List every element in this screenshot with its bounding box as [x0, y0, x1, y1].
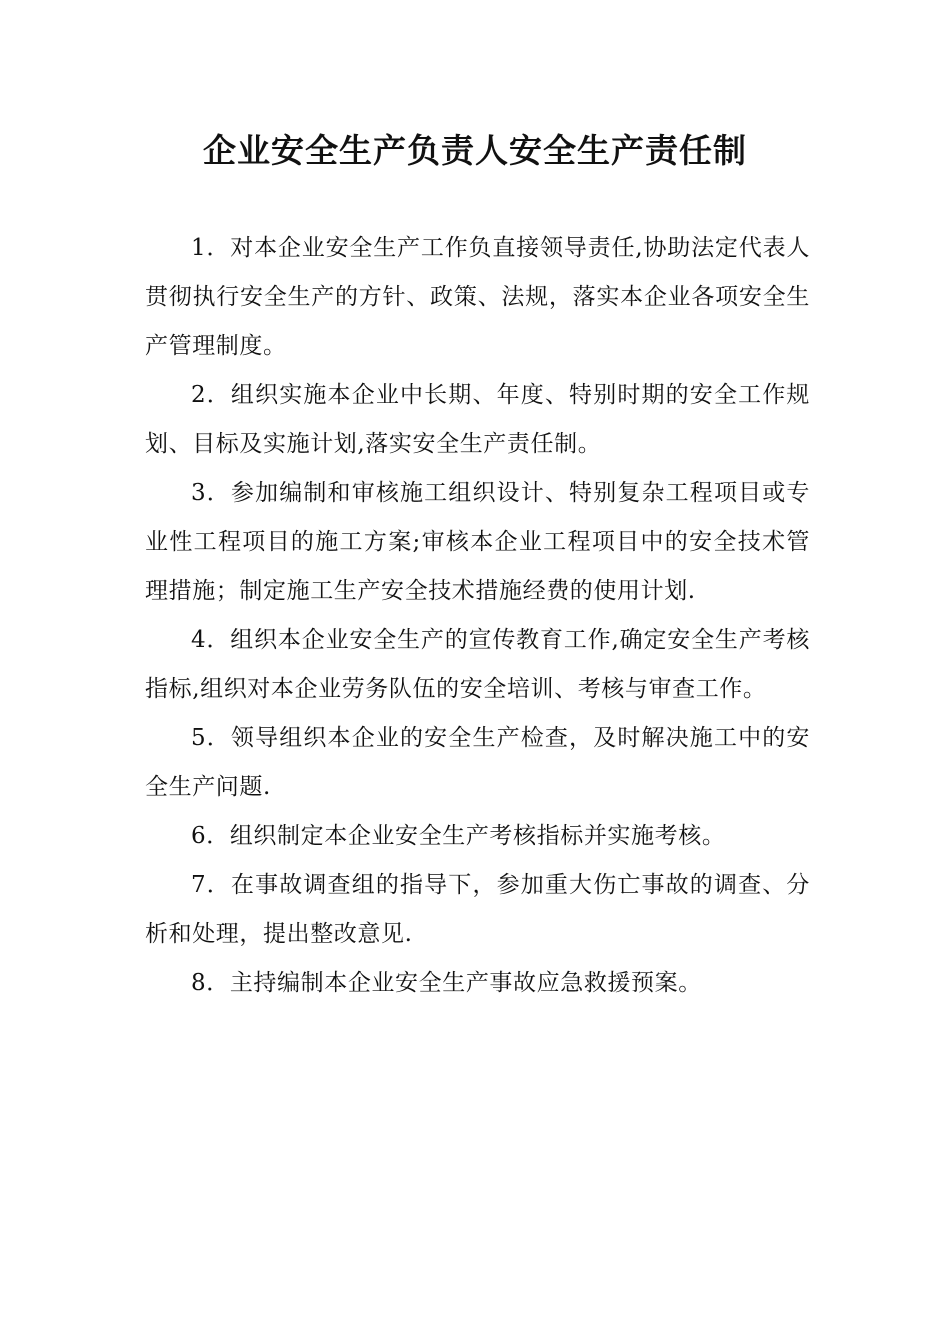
document-body — [145, 224, 810, 1008]
paragraph-5: 5．领导组织本企业的安全生产检查，及时解决施工中的安全生产问题. — [145, 725, 810, 800]
paragraph-6: 6．组织制定本企业安全生产考核指标并实施考核。 — [191, 823, 726, 849]
paragraph-7: 7．在事故调查组的指导下，参加重大伤亡事故的调查、分析和处理，提出整改意见. — [145, 872, 810, 947]
paragraph-2: 2．组织实施本企业中长期、年度、特别时期的安全工作规划、目标及实施计划,落实安全生产责任制。 — [145, 382, 810, 457]
paragraph-8: 8．主持编制本企业安全生产事故应急救援预案。 — [191, 970, 702, 996]
document-title: 企业安全生产负责人安全生产责任制 — [203, 131, 747, 170]
paragraph-3: 3．参加编制和审核施工组织设计、特别复杂工程项目或专业性工程项目的施工方案;审核本企业工程项目中的安全技术管理措施；制定施工生产安全技术措施经费的使用计划. — [145, 480, 810, 604]
paragraph-1: 1．对本企业安全生产工作负直接领导责任,协助法定代表人贯彻执行安全生产的方针、政策、法规，落实本企业各项安全生产管理制度。 — [145, 235, 810, 359]
paragraph-4: 4．组织本企业安全生产的宣传教育工作,确定安全生产考核指标,组织对本企业劳务队伍的安全培训、考核与审查工作。 — [145, 627, 810, 702]
